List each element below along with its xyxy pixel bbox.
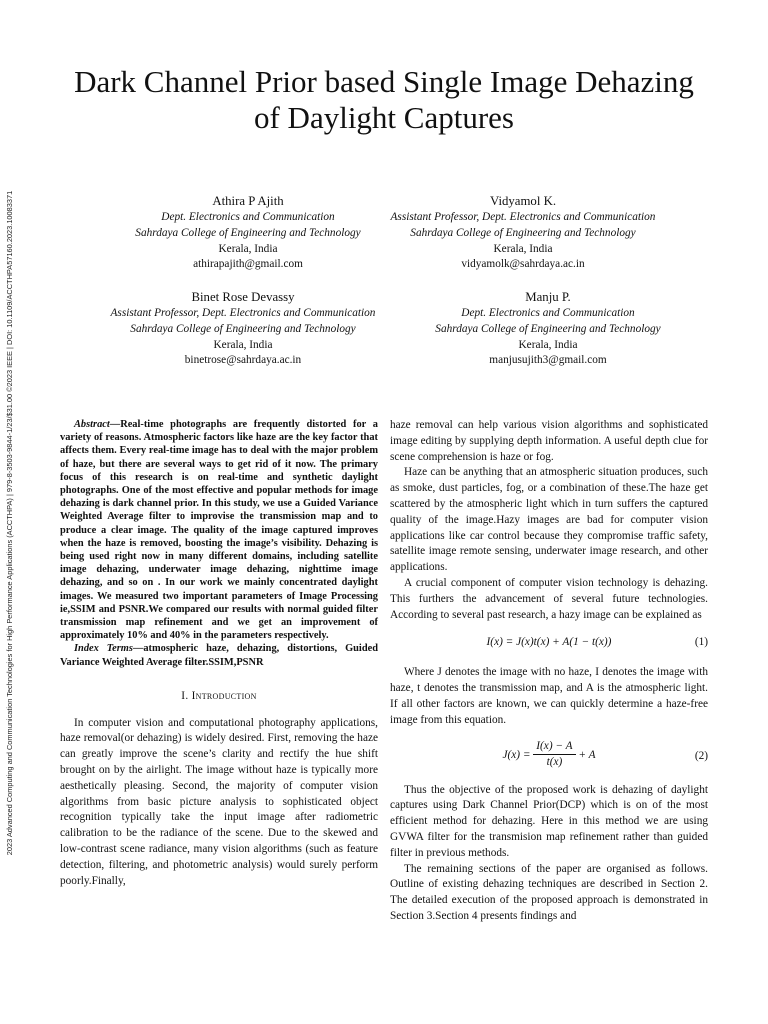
author-college: Sahrdaya College of Engineering and Technology (435, 322, 661, 335)
equation-2-lhs: J(x) = (502, 748, 531, 761)
body-paragraph: haze removal can help various vision algorithms and sophisticated image editing by supplying depth information. A useful depth clue for scene comprehension is haze or fog. (390, 419, 708, 463)
doi-sidebar (3, 100, 17, 946)
abstract-text: —Real-time photographs are frequently distorted for a variety of reasons. Atmospheric factors like haze are the key factor that affects them. Every real-time image has to deal with the major problem of haze, but there are several ways to get rid of it now. The primary focus of this research is on real-time and synthetic daylight photographs. One of the most effective and popular methods for image dehazing is dark channel prior. In this study, we use a Guided Variance Weighted Average filter to improvise the transmission map and to produce a clear image. The quality of the image captured improves when the haze is removed, boosting the image’s visibility. Dehazing is being used right now in many different domains, including satellite image dehazing, underwater image dehazing, nighttime image dehazing, and so on . In our work we mainly concentrated daylight images. We measured two important parameters of Image Processing ie,SSIM and PSNR.We compared our results with normal guided filter transmission map refinement and we get an improvement of approximately 10% and 40% in the parameters respectively. (60, 419, 378, 642)
index-terms-label: Index Terms (74, 643, 133, 655)
left-column (60, 418, 378, 889)
author-college: Sahrdaya College of Engineering and Technology (130, 322, 356, 335)
author-name: Binet Rose Devassy (191, 290, 295, 304)
author-email: athirapajith@gmail.com (193, 258, 303, 271)
author-block-3 (88, 288, 398, 369)
title-line-2: of Daylight Captures (253, 100, 514, 135)
author-block-2 (368, 192, 678, 273)
author-email: vidyamolk@sahrdaya.ac.in (461, 258, 585, 271)
author-college: Sahrdaya College of Engineering and Technology (135, 226, 361, 239)
author-dept: Assistant Professor, Dept. Electronics and Communication (110, 307, 376, 319)
equation-2-rhs: + A (578, 748, 596, 761)
equation-1 (390, 635, 708, 665)
title-line-1: Dark Channel Prior based Single Image Dehazing (74, 64, 694, 99)
abstract-label: Abstract (74, 419, 110, 430)
section-heading-introduction: I. Introduction (181, 689, 257, 702)
author-name: Manju P. (525, 290, 571, 304)
author-dept: Dept. Electronics and Communication (461, 307, 635, 319)
equation-2-numerator: I(x) − A (533, 739, 575, 756)
equation-1-number: (1) (694, 636, 708, 649)
author-block-1 (118, 192, 378, 273)
author-email: manjusujith3@gmail.com (489, 354, 607, 367)
author-email: binetrose@sahrdaya.ac.in (184, 354, 302, 367)
equation-2 (390, 739, 708, 783)
abstract (60, 418, 378, 642)
author-name: Athira P Ajith (212, 194, 284, 208)
body-paragraph: Thus the objective of the proposed work is dehazing of daylight captures using Dark Channel Prior(DCP) which is on of the most efficient method for dehazing. Here in this method we are using GVWA filter for the transmision map refinement rather than guided filter in previous methods. (390, 783, 708, 859)
author-location: Kerala, India (218, 242, 278, 255)
equation-2-fraction (533, 739, 575, 772)
author-location: Kerala, India (518, 338, 578, 351)
equation-1-body: I(x) = J(x)t(x) + A(1 − t(x)) (486, 636, 612, 649)
author-dept: Assistant Professor, Dept. Electronics and Communication (390, 211, 656, 223)
body-paragraph: Haze can be anything that an atmospheric situation produces, such as smoke, dust particles, fog, or a combination of these.The haze get scattered by the atmospheric light which in turn suffers the captured quality of the image.Hazy images are bad for computer vision applications like car control because they compromise traffic safety, satellite image remote sensing, underwater image research, and other applications. (390, 466, 708, 574)
right-column (390, 418, 708, 925)
equation-2-number: (2) (694, 749, 708, 762)
body-paragraph: Where J denotes the image with no haze, I denotes the image with haze, t denotes the transmission map, and A is the atmospheric light. If all other factors are known, we can quickly determine a haze-free image from this equation. (390, 666, 708, 726)
paper-title (40, 64, 728, 136)
author-college: Sahrdaya College of Engineering and Technology (410, 226, 636, 239)
intro-paragraph: In computer vision and computational photography applications, haze removal(or dehazing) is widely desired. First, removing the haze can greatly improve the scene’s clarity and rectify the hue shift brought on by the airlight. The image without haze is typically more aesthetically pleasing. Second, the majority of computer vision algorithms from basic picture analysis to sophisticated object recognition typically take the input image after radiometric calibration to be the radiance of the scene. Due to the skewed and low-contrast scene radiance, many vision algorithms (such as feature detection, filtering, and photometric analysis) would surely perform poorly.Finally, (60, 716, 378, 887)
doi-sidebar-text: 2023 Advanced Computing and Communication Technologies for High Performance Applications (ACCTHPA) | 979-8-3503-9844-1/23/$31.00 ©2023 IEEE | DOI: 10.1109/ACCTHPA57160.2023.10083371 (5, 190, 14, 856)
index-terms (60, 642, 378, 668)
author-dept: Dept. Electronics and Communication (161, 211, 335, 223)
equation-2-denominator: t(x) (546, 756, 563, 769)
author-block-4 (408, 288, 688, 369)
body-paragraph: The remaining sections of the paper are organised as follows. Outline of existing dehazing techniques are described in Section 2. The detailed execution of the proposed approach is demonstrated in Section 3.Section 4 presents findings and (390, 862, 708, 922)
author-location: Kerala, India (493, 242, 553, 255)
index-terms-text: —atmospheric haze, dehazing, distortions, Guided Variance Weighted Average filter.SSIM,PSNR (60, 643, 378, 668)
author-location: Kerala, India (213, 338, 273, 351)
body-paragraph: A crucial component of computer vision technology is dehazing. This furthers the advancement of several future technologies. According to several past research, a hazy image can be explained as (390, 576, 708, 621)
author-name: Vidyamol K. (489, 194, 557, 208)
